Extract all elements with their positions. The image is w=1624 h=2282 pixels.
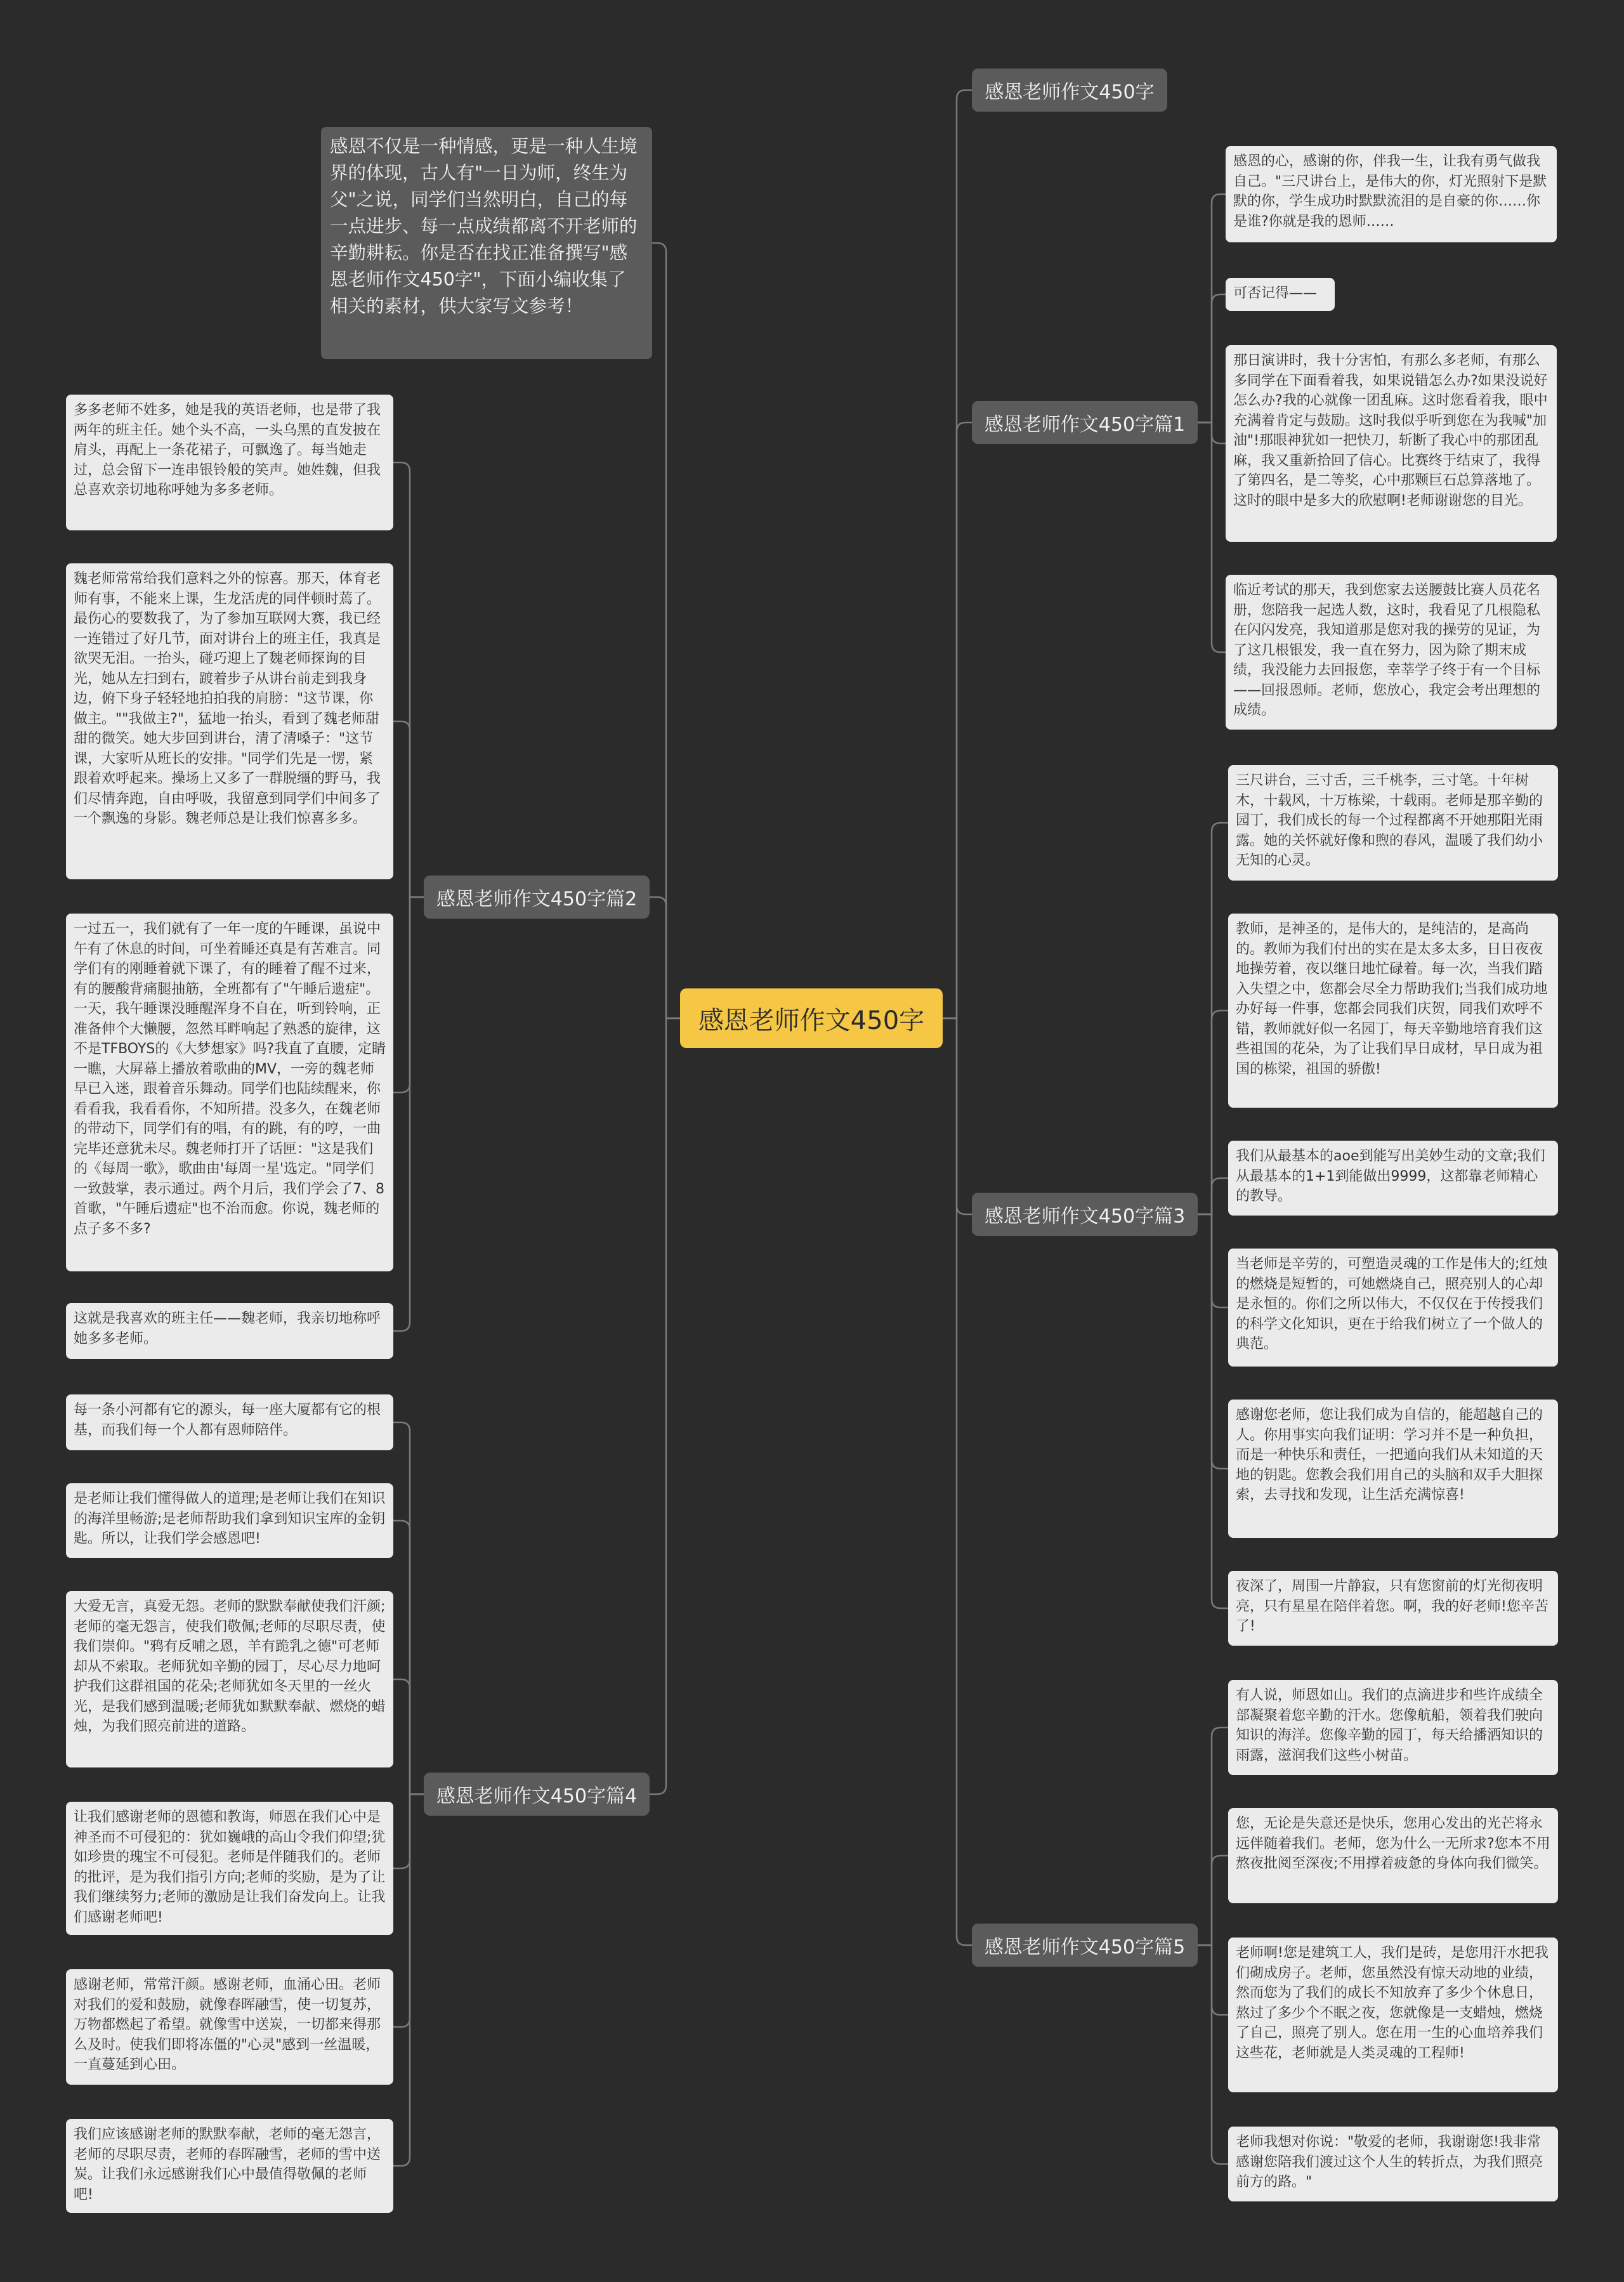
link-p4-5 [393, 1794, 424, 2027]
link-p5-4 [1198, 1945, 1228, 2164]
link-p2-1 [393, 462, 424, 897]
link-p3-1 [1198, 823, 1228, 1214]
link-p3-6 [1198, 1214, 1228, 1608]
p5-leaf-4[interactable]: 老师我想对你说："敬爱的老师，我谢谢您!我非常感谢您陪我们渡过这个人生的转折点，为我们照亮前方的路。" [1228, 2127, 1558, 2201]
p2-leaf-4[interactable]: 这就是我喜欢的班主任——魏老师，我亲切地称呼她多多老师。 [66, 1303, 393, 1359]
branch-p3[interactable]: 感恩老师作文450字篇3 [972, 1193, 1198, 1236]
link-p3-2 [1198, 1011, 1228, 1214]
link-p1-4 [1198, 423, 1226, 652]
link-root-branch-p2 [650, 897, 680, 1018]
branch-title[interactable]: 感恩老师作文450字 [972, 69, 1167, 112]
p4-leaf-5[interactable]: 感谢老师，常常汗颜。感谢老师，血涌心田。老师对我们的爱和鼓励，就像春晖融雪，使一切复苏，万物都燃起了希望。就像雪中送炭，一切都来得那么及时。使我们即将冻僵的"心灵"感到一丝温暖，一直蔓延到心田。 [66, 1969, 393, 2085]
p3-leaf-4[interactable]: 当老师是辛劳的，可塑造灵魂的工作是伟大的;红烛的燃烧是短暂的，可她燃烧自己，照亮别人的心却是永恒的。你们之所以伟大，不仅仅在于传授我们的科学文化知识，更在于给我们树立了一个做人的典范。 [1228, 1249, 1558, 1367]
link-p5-3 [1198, 1945, 1228, 2015]
link-root-branch-p5 [943, 1018, 972, 1945]
p1-leaf-2[interactable]: 可否记得—— [1226, 278, 1335, 311]
link-p1-2 [1198, 294, 1226, 423]
p4-leaf-4[interactable]: 让我们感谢老师的恩德和教诲，师恩在我们心中是神圣而不可侵犯的：犹如巍峨的高山令我们仰望;犹如珍贵的瑰宝不可侵犯。老师是伴随我们的。老师的批评，是为我们指引方向;老师的奖励，是为了让我们继续努力;老师的激励是让我们奋发向上。让我们感谢老师吧! [66, 1802, 393, 1935]
p3-leaf-6[interactable]: 夜深了，周围一片静寂，只有您窗前的灯光彻夜明亮，只有星星在陪伴着您。啊，我的好老师!您辛苦了! [1228, 1571, 1558, 1646]
link-root-branch-p4 [650, 1018, 680, 1794]
p4-leaf-1[interactable]: 每一条小河都有它的源头，每一座大厦都有它的根基，而我们每一个人都有恩师陪伴。 [66, 1394, 393, 1450]
p4-leaf-6[interactable]: 我们应该感谢老师的默默奉献，老师的毫无怨言，老师的尽职尽责，老师的春晖融雪，老师的雪中送炭。让我们永远感谢我们心中最值得敬佩的老师吧! [66, 2119, 393, 2213]
link-p2-4 [393, 897, 424, 1331]
p1-leaf-4[interactable]: 临近考试的那天，我到您家去送腰鼓比赛人员花名册，您陪我一起选人数，这时，我看见了几根隐私在闪闪发亮，我知道那是您对我的操劳的见证，为了这几根银发，我一直在努力，因为除了期末成绩，我没能力去回报您，幸莘学子终于有一个目标——回报恩师。老师，您放心，我定会考出理想的成绩。 [1226, 575, 1557, 730]
branch-p2[interactable]: 感恩老师作文450字篇2 [424, 875, 650, 919]
p4-leaf-2[interactable]: 是老师让我们懂得做人的道理;是老师让我们在知识的海洋里畅游;是老师帮助我们拿到知识宝库的金钥匙。所以，让我们学会感恩吧! [66, 1483, 393, 1558]
p4-leaf-3[interactable]: 大爱无言，真爱无怨。老师的默默奉献使我们汗颜;老师的毫无怨言，使我们敬佩;老师的尽职尽责，使我们崇仰。"鸦有反哺之恩，羊有跪乳之德"可老师却从不索取。老师犹如辛勤的园丁，尽心尽力地呵护我们这群祖国的花朵;老师犹如冬天里的一丝火光，是我们感到温暖;老师犹如默默奉献、燃烧的蜡烛，为我们照亮前进的道路。 [66, 1591, 393, 1767]
link-p4-4 [393, 1794, 424, 1868]
p1-leaf-3[interactable]: 那日演讲时，我十分害怕，有那么多老师，有那么多同学在下面看着我，如果说错怎么办?如果没说好怎么办?我的心就像一团乱麻。这时您看着我，眼中充满着肯定与鼓励。这时我似乎听到您在为我喊"加油"!那眼神犹如一把快刀，斩断了我心中的那团乱麻，我又重新拾回了信心。比赛终于结束了，我得了第四名，是二等奖，心中那颗巨石总算落地了。这时的眼中是多大的欣慰啊!老师谢谢您的目光。 [1226, 345, 1557, 542]
p3-leaf-1[interactable]: 三尺讲台，三寸舌，三千桃李，三寸笔。十年树木，十载风，十万栋梁，十载雨。老师是那辛勤的园丁，我们成长的每一个过程都离不开她那阳光雨露。她的关怀就好像和煦的春风，温暖了我们幼小无知的心灵。 [1228, 765, 1558, 881]
branch-p1[interactable]: 感恩老师作文450字篇1 [972, 401, 1198, 444]
root-node[interactable]: 感恩老师作文450字 [680, 988, 943, 1048]
p3-leaf-2[interactable]: 教师，是神圣的，是伟大的，是纯洁的，是高尚的。教师为我们付出的实在是太多太多，日日夜夜地操劳着，夜以继日地忙碌着。每一次，当我们踏入失望之中，您都会尽全力帮助我们;当我们成功地办好每一件事，您都会同我们庆贺，同我们欢呼不错，教师就好似一名园丁，每天辛勤地培育我们这些祖国的花朵，为了让我们早日成材，早日成为祖国的栋梁，祖国的骄傲! [1228, 914, 1558, 1108]
link-root-branch-p1 [943, 423, 972, 1018]
branch-p5[interactable]: 感恩老师作文450字篇5 [972, 1924, 1198, 1967]
link-p3-3 [1198, 1178, 1228, 1214]
p2-leaf-3[interactable]: 一过五一，我们就有了一年一度的午睡课，虽说中午有了休息的时间，可坐着睡还真是有苦难言。同学们有的刚睡着就下课了，有的睡着了醒不过来，有的腰酸背痛腿抽筋，全班都有了"午睡后遗症"。一天，我午睡课没睡醒浑身不自在，听到铃响，正准备伸个大懒腰，忽然耳畔响起了熟悉的旋律，这不是TFBOYS的《大梦想家》吗?我直了直腰，定睛一瞧，大屏幕上播放着歌曲的MV，一旁的魏老师早已入迷，跟着音乐舞动。同学们也陆续醒来，你看看我，我看看你，不知所措。没多久，在魏老师的带动下，同学们有的唱，有的跳，有的哼，一曲完毕还意犹未尽。魏老师打开了话匣："这是我们的《每周一歌》，歌曲由'每周一星'选定。"同学们一致鼓掌，表示通过。两个月后，我们学会了7、8首歌，"午睡后遗症"也不治而愈。你说，魏老师的点子多不多? [66, 914, 393, 1271]
p5-leaf-3[interactable]: 老师啊!您是建筑工人，我们是砖，是您用汗水把我们砌成房子。老师，您虽然没有惊天动地的业绩，然而您为了我们的成长不知放弃了多少个休息日，熬过了多少个不眠之夜，您就像是一支蜡烛，燃烧了自己，照亮了别人。您在用一生的心血培养我们这些花，老师就是人类灵魂的工程师! [1228, 1938, 1558, 2092]
link-p5-2 [1198, 1856, 1228, 1945]
p3-leaf-3[interactable]: 我们从最基本的aoe到能写出美妙生动的文章;我们从最基本的1+1到能做出9999，这都靠老师精心的教导。 [1228, 1141, 1558, 1216]
p2-leaf-2[interactable]: 魏老师常常给我们意料之外的惊喜。那天，体育老师有事，不能来上课，生龙活虎的同伴顿时蔫了。最伤心的要数我了，为了参加互联网大赛，我已经一连错过了好几节，面对讲台上的班主任，我真是欲哭无泪。一抬头，碰巧迎上了魏老师探询的目光，她从左扫到右，踱着步子从讲台前走到我身边，俯下身子轻轻地拍拍我的肩膀："这节课，你做主。""我做主?"，猛地一抬头，看到了魏老师甜甜的微笑。她大步回到讲台，清了清嗓子："这节课，大家听从班长的安排。"同学们先是一愣，紧跟着欢呼起来。操场上又多了一群脱缰的野马，我们尽情奔跑，自由呼吸，我留意到同学们中间多了一个飘逸的身影。魏老师总是让我们惊喜多多。 [66, 563, 393, 879]
link-p2-3 [393, 897, 424, 1092]
p5-leaf-2[interactable]: 您，无论是失意还是快乐，您用心发出的光芒将永远伴随着我们。老师，您为什么一无所求?您本不用熬夜批阅至深夜;不用撑着疲惫的身体向我们微笑。 [1228, 1808, 1558, 1903]
link-p4-1 [393, 1422, 424, 1794]
branch-p4[interactable]: 感恩老师作文450字篇4 [424, 1773, 650, 1816]
link-p2-2 [393, 721, 424, 897]
link-p4-6 [393, 1794, 424, 2166]
link-p5-1 [1198, 1728, 1228, 1945]
link-p3-4 [1198, 1214, 1228, 1308]
p2-leaf-1[interactable]: 多多老师不姓多，她是我的英语老师，也是带了我两年的班主任。她个头不高，一头乌黑的直发披在肩头，再配上一条花裙子，可飘逸了。每当她走过，总会留下一连串银铃般的笑声。她姓魏，但我总喜欢亲切地称呼她为多多老师。 [66, 395, 393, 530]
intro-node[interactable]: 感恩不仅是一种情感，更是一种人生境界的体现，古人有"一日为师，终生为父"之说，同学们当然明白，自己的每一点进步、每一点成绩都离不开老师的辛勤耕耘。你是否在找正准备撰写"感恩老师作文450字"，下面小编收集了相关的素材，供大家写文参考！ [321, 127, 652, 359]
link-p4-3 [393, 1679, 424, 1794]
link-p4-2 [393, 1521, 424, 1794]
p3-leaf-5[interactable]: 感谢您老师，您让我们成为自信的，能超越自己的人。你用事实向我们证明：学习并不是一种负担，而是一种快乐和责任，一把通向我们从未知道的天地的钥匙。您教会我们用自己的头脑和双手大胆探索，去寻找和发现，让生活充满惊喜! [1228, 1400, 1558, 1538]
link-p3-5 [1198, 1214, 1228, 1469]
p1-leaf-1[interactable]: 感恩的心，感谢的你，伴我一生，让我有勇气做我自己。"三尺讲台上，是伟大的你，灯光照射下是默默的你，学生成功时默默流泪的是自豪的你……你是谁?你就是我的恩师…… [1226, 146, 1557, 242]
p5-leaf-1[interactable]: 有人说，师恩如山。我们的点滴进步和些许成绩全部凝聚着您辛勤的汗水。您像航船，领着我们驶向知识的海洋。您像辛勤的园丁，每天给播洒知识的雨露，滋润我们这些小树苗。 [1228, 1680, 1558, 1775]
